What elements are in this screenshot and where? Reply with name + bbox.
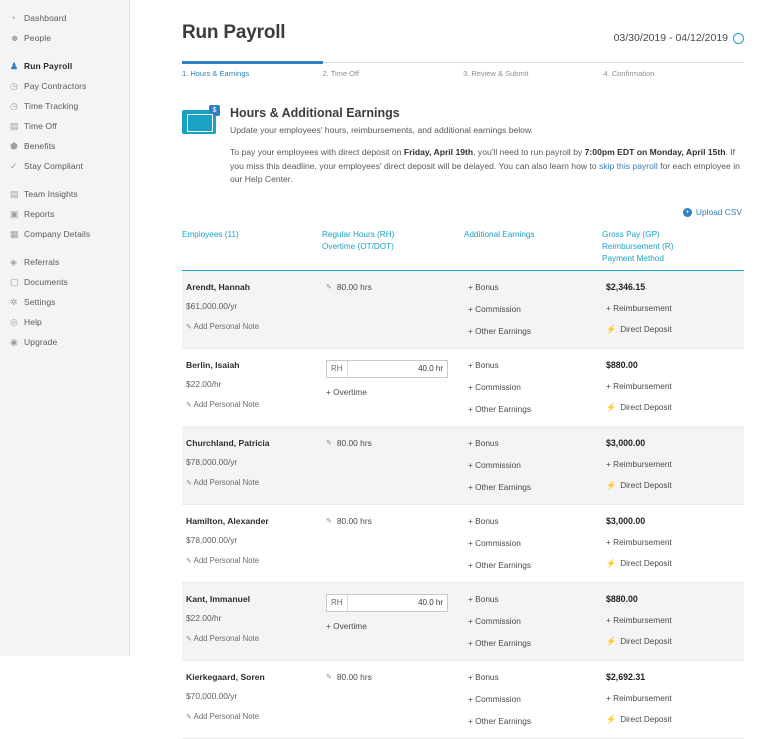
clock-icon: ◷ [10, 80, 18, 91]
table-row [182, 505, 744, 583]
add-personal-note-label: Add Personal Note [193, 399, 260, 409]
add-overtime-link[interactable] [326, 621, 464, 631]
earning-label: Other Earnings [475, 715, 531, 726]
add-personal-note-link[interactable] [186, 712, 322, 721]
sidebar-item-label: Dashboard [24, 13, 67, 23]
sidebar-item-label: Run Payroll [24, 61, 73, 71]
notice-mid: , you'll need to run payroll by [473, 147, 585, 158]
check-icon: ✓ [10, 160, 18, 171]
plus-icon: + [468, 671, 473, 682]
reimbursement-label: Reimbursement [613, 692, 672, 703]
additional-earnings-cell [464, 282, 602, 336]
gear-icon: ✲ [10, 296, 18, 307]
add-reimbursement-link[interactable] [606, 615, 744, 625]
column-header-gross-pay: Gross Pay (GP) [602, 230, 660, 240]
step-4[interactable]: 4. Confirmation [603, 69, 655, 78]
add-commission-link[interactable] [468, 694, 602, 704]
employee-cell [182, 672, 322, 726]
gross-pay-amount: $2,692.31 [606, 671, 646, 682]
plus-icon: + [606, 614, 611, 625]
pencil-icon: ✎ [186, 713, 192, 721]
notice-deadline: 7:00pm EDT on Monday, April 15th [584, 147, 726, 158]
employee-cell [182, 438, 322, 492]
add-overtime-link[interactable] [326, 387, 464, 397]
calendar-icon: ▤ [10, 120, 19, 131]
plus-icon: + [468, 559, 473, 570]
sidebar-item-label: Time Off [24, 121, 57, 131]
column-header-employees: Employees (11) [182, 230, 239, 240]
sidebar-item-dashboard[interactable] [0, 8, 129, 28]
plus-icon: + [606, 380, 611, 391]
pay-period-date-range[interactable] [614, 32, 744, 44]
plus-icon: + [468, 403, 473, 414]
plus-circle-icon: + [683, 208, 692, 217]
arrow-up-icon: ◉ [10, 336, 18, 347]
pencil-icon: ✎ [186, 635, 192, 643]
add-other-earnings-link[interactable] [468, 716, 602, 726]
sidebar-item-label: Company Details [24, 229, 91, 239]
sidebar-item-company-details[interactable] [0, 224, 129, 244]
additional-earnings-cell [464, 672, 602, 726]
regular-hours-tag: RH [331, 598, 343, 608]
sidebar-group-1 [0, 56, 129, 176]
payment-method[interactable] [606, 715, 744, 725]
earning-label: Other Earnings [475, 325, 531, 336]
sidebar-item-upgrade[interactable] [0, 332, 129, 352]
plus-icon: + [468, 515, 473, 526]
plus-icon: + [326, 620, 331, 631]
reimbursement-label: Reimbursement [613, 614, 672, 625]
hours-cell [322, 672, 464, 726]
add-commission-link[interactable] [468, 538, 602, 548]
pencil-icon: ✎ [186, 323, 192, 331]
employee-name: Kant, Immanuel [186, 593, 250, 604]
sidebar-item-reports[interactable] [0, 204, 129, 224]
employee-name: Arendt, Hannah [186, 281, 250, 292]
gross-pay-amount: $880.00 [606, 359, 638, 370]
add-other-earnings-link[interactable] [468, 560, 602, 570]
regular-hours-static[interactable] [326, 672, 464, 682]
lightning-icon: ⚡ [606, 324, 617, 334]
add-personal-note-link[interactable] [186, 400, 322, 409]
add-personal-note-link[interactable] [186, 478, 322, 487]
chart-icon: ▤ [10, 188, 19, 199]
pencil-icon: ✎ [326, 517, 332, 525]
plus-icon: + [468, 693, 473, 704]
earning-label: Commission [475, 303, 521, 314]
table-header-row [182, 229, 744, 271]
page-header [182, 0, 744, 44]
sidebar-item-referrals[interactable] [0, 252, 129, 272]
table-row [182, 583, 744, 661]
add-reimbursement-link[interactable] [606, 537, 744, 547]
plus-icon: + [468, 637, 473, 648]
plus-icon: + [468, 325, 473, 336]
add-bonus-link[interactable] [468, 594, 602, 604]
lightning-icon: ⚡ [606, 558, 617, 568]
additional-earnings-cell [464, 594, 602, 648]
payment-method-label: Direct Deposit [620, 325, 672, 335]
column-header-payment-method: Payment Method [602, 254, 664, 264]
reimbursement-label: Reimbursement [613, 380, 672, 391]
column-header-overtime: Overtime (OT/DOT) [322, 242, 394, 252]
person-icon: ☻ [10, 32, 20, 43]
add-commission-link[interactable] [468, 616, 602, 626]
plus-icon: + [468, 481, 473, 492]
shield-icon: ⬟ [10, 140, 18, 151]
table-row [182, 271, 744, 349]
plus-icon: + [468, 459, 473, 470]
employee-rate: $70,000.00/yr [186, 690, 238, 701]
folder-icon: ▢ [10, 276, 19, 287]
earning-label: Bonus [475, 281, 499, 292]
gross-pay-cell [602, 672, 744, 726]
add-other-earnings-link[interactable] [468, 404, 602, 414]
hours-cell [322, 360, 464, 414]
clock-icon: ◷ [10, 100, 18, 111]
calendar-circle-icon[interactable] [733, 33, 744, 44]
employee-cell [182, 594, 322, 648]
hours-cell [322, 438, 464, 492]
pencil-icon: ✎ [186, 401, 192, 409]
regular-hours-value: 40.0 hr [347, 595, 447, 611]
plus-icon: + [468, 615, 473, 626]
sidebar-item-time-off[interactable] [0, 116, 129, 136]
person-run-icon: ♟ [10, 60, 19, 71]
payment-method-label: Direct Deposit [620, 403, 672, 413]
add-other-earnings-link[interactable] [468, 326, 602, 336]
column-header-additional-earnings: Additional Earnings [464, 230, 535, 240]
earning-label: Bonus [475, 515, 499, 526]
section-subtitle: Update your employees' hours, reimbursements, and additional earnings below. [230, 125, 534, 135]
earning-label: Bonus [475, 671, 499, 682]
plus-icon: + [468, 715, 473, 726]
sidebar-group-2 [0, 184, 129, 244]
plus-icon: + [468, 437, 473, 448]
add-bonus-link[interactable] [468, 516, 602, 526]
add-other-earnings-link[interactable] [468, 638, 602, 648]
question-icon: ◎ [10, 316, 18, 327]
sidebar-item-pay-contractors[interactable] [0, 76, 129, 96]
sidebar-item-label: People [24, 33, 52, 43]
step-2[interactable]: 2. Time Off [322, 69, 360, 78]
sidebar-item-label: Stay Compliant [24, 161, 84, 171]
regular-hours-tag: RH [331, 364, 343, 374]
regular-hours-static[interactable] [326, 516, 464, 526]
hours-cell [322, 516, 464, 570]
sidebar-item-time-tracking[interactable] [0, 96, 129, 116]
lightning-icon: ⚡ [606, 636, 617, 646]
sidebar-item-label: Documents [24, 277, 68, 287]
plus-icon: + [468, 381, 473, 392]
notice-post: . If you miss this deadline, your employees' direct deposit will be delayed. You can also learn how to [230, 147, 736, 171]
sidebar-group-0 [0, 8, 129, 48]
plus-icon: + [468, 359, 473, 370]
add-personal-note-link[interactable] [186, 556, 322, 565]
reimbursement-label: Reimbursement [613, 536, 672, 547]
regular-hours-static[interactable] [326, 282, 464, 292]
gross-pay-cell [602, 594, 744, 648]
gross-pay-amount: $3,000.00 [606, 437, 646, 448]
add-personal-note-label: Add Personal Note [193, 633, 260, 643]
sidebar-item-settings[interactable] [0, 292, 129, 312]
sidebar-item-help[interactable] [0, 312, 129, 332]
pencil-icon: ✎ [326, 673, 332, 681]
employee-rate: $22.00/hr [186, 612, 222, 623]
plus-icon: + [468, 537, 473, 548]
table-row [182, 427, 744, 505]
plus-icon: + [606, 458, 611, 469]
payroll-table [182, 229, 744, 739]
sidebar-item-label: Referrals [24, 257, 60, 267]
payment-method-label: Direct Deposit [620, 481, 672, 491]
payment-method[interactable] [606, 325, 744, 335]
employee-cell [182, 360, 322, 414]
add-bonus-link[interactable] [468, 438, 602, 448]
gross-pay-amount: $880.00 [606, 593, 638, 604]
regular-hours-value: 40.0 hr [347, 361, 447, 377]
reimbursement-label: Reimbursement [613, 458, 672, 469]
hours-cell [322, 282, 464, 336]
gauge-icon: ◔ [10, 12, 16, 23]
pencil-icon: ✎ [186, 479, 192, 487]
table-row [182, 349, 744, 427]
pencil-icon: ✎ [326, 283, 332, 291]
sidebar-item-team-insights[interactable] [0, 184, 129, 204]
employee-name: Berlin, Isaiah [186, 359, 240, 370]
sidebar-item-run-payroll[interactable] [0, 56, 129, 76]
add-bonus-link[interactable] [468, 282, 602, 292]
sidebar-item-benefits[interactable] [0, 136, 129, 156]
table-row [182, 661, 744, 739]
add-bonus-link[interactable] [468, 672, 602, 682]
skip-payroll-link[interactable]: skip this payroll [599, 160, 658, 171]
sidebar [0, 0, 130, 656]
employee-rate: $78,000.00/yr [186, 456, 238, 467]
column-header-gross [602, 229, 744, 265]
employee-cell [182, 282, 322, 336]
gross-pay-amount: $3,000.00 [606, 515, 646, 526]
plus-icon: + [606, 536, 611, 547]
table-body [182, 271, 744, 739]
employee-rate: $22.00/hr [186, 378, 222, 389]
date-range-label: 03/30/2019 - 04/12/2019 [613, 32, 728, 44]
add-bonus-link[interactable] [468, 360, 602, 370]
add-reimbursement-link[interactable] [606, 693, 744, 703]
step-nav [182, 62, 744, 78]
gross-pay-cell [602, 438, 744, 492]
add-reimbursement-link[interactable] [606, 381, 744, 391]
sidebar-item-stay-compliant[interactable] [0, 156, 129, 176]
section-hours-earnings [182, 106, 744, 195]
add-personal-note-label: Add Personal Note [193, 321, 260, 331]
sidebar-item-label: Team Insights [24, 189, 78, 199]
add-reimbursement-link[interactable] [606, 459, 744, 469]
step-3[interactable]: 3. Review & Submit [463, 69, 529, 78]
upload-row [182, 207, 744, 217]
add-other-earnings-link[interactable] [468, 482, 602, 492]
sidebar-item-label: Benefits [24, 141, 56, 151]
earning-label: Commission [475, 615, 521, 626]
earning-label: Other Earnings [475, 559, 531, 570]
payment-method-label: Direct Deposit [620, 559, 672, 569]
section-title: Hours & Additional Earnings [230, 106, 400, 120]
notice-end: for each employee in our Help Center. [230, 160, 740, 184]
regular-hours-value: 80.00 hrs [336, 281, 372, 292]
gross-pay-cell [602, 516, 744, 570]
plus-icon: + [468, 593, 473, 604]
additional-earnings-cell [464, 360, 602, 414]
main-content [130, 0, 768, 726]
gross-pay-cell [602, 282, 744, 336]
payment-method-label: Direct Deposit [620, 637, 672, 647]
employee-name: Hamilton, Alexander [186, 515, 269, 526]
sidebar-group-3 [0, 252, 129, 352]
regular-hours-input[interactable] [326, 360, 448, 378]
additional-earnings-cell [464, 516, 602, 570]
employee-name: Churchland, Patricia [186, 437, 270, 448]
building-icon: ▦ [10, 228, 19, 239]
sidebar-item-label: Settings [24, 297, 56, 307]
overtime-label: Overtime [333, 620, 367, 631]
earning-label: Commission [475, 693, 521, 704]
regular-hours-value: 80.00 hrs [336, 515, 372, 526]
document-icon: ▣ [10, 208, 19, 219]
gross-pay-amount: $2,346.15 [606, 281, 646, 292]
earning-label: Commission [475, 537, 521, 548]
add-commission-link[interactable] [468, 460, 602, 470]
page-title: Run Payroll [182, 22, 286, 43]
dollar-badge-icon: $ [209, 105, 220, 116]
plus-icon: + [606, 692, 611, 703]
add-personal-note-link[interactable] [186, 634, 322, 643]
add-personal-note-label: Add Personal Note [193, 555, 260, 565]
earning-label: Bonus [475, 437, 499, 448]
payment-method[interactable] [606, 481, 744, 491]
earning-label: Other Earnings [475, 481, 531, 492]
notice-date: Friday, April 19th [403, 147, 474, 158]
lightning-icon: ⚡ [606, 714, 617, 724]
payment-method-label: Direct Deposit [620, 715, 672, 725]
upload-csv-button[interactable] [683, 207, 742, 217]
additional-earnings-cell [464, 438, 602, 492]
add-personal-note-label: Add Personal Note [193, 477, 260, 487]
upload-csv-label: Upload CSV [695, 207, 742, 218]
pencil-icon: ✎ [326, 439, 332, 447]
add-commission-link[interactable] [468, 304, 602, 314]
section-notice [230, 146, 744, 186]
add-personal-note-link[interactable] [186, 322, 322, 331]
sidebar-item-label: Time Tracking [24, 101, 79, 111]
employee-name: Kierkegaard, Soren [186, 671, 265, 682]
payment-method[interactable] [606, 559, 744, 569]
employee-rate: $78,000.00/yr [186, 534, 238, 545]
gift-icon: ◈ [10, 256, 18, 267]
sidebar-item-label: Upgrade [24, 337, 58, 347]
step-1[interactable]: 1. Hours & Earnings [182, 61, 323, 78]
earning-label: Bonus [475, 359, 499, 370]
sidebar-item-label: Help [24, 317, 42, 327]
earning-label: Other Earnings [475, 403, 531, 414]
column-header-hours [322, 229, 464, 265]
pencil-icon: ✎ [186, 557, 192, 565]
regular-hours-value: 80.00 hrs [336, 437, 372, 448]
sidebar-item-label: Reports [24, 209, 55, 219]
employee-rate: $61,000.00/yr [186, 300, 238, 311]
plus-icon: + [326, 386, 331, 397]
lightning-icon: ⚡ [606, 402, 617, 412]
add-reimbursement-link[interactable] [606, 303, 744, 313]
plus-icon: + [606, 302, 611, 313]
sidebar-item-documents[interactable] [0, 272, 129, 292]
add-personal-note-label: Add Personal Note [193, 711, 260, 721]
column-header-reimbursement: Reimbursement (R) [602, 242, 674, 252]
earning-label: Bonus [475, 593, 499, 604]
employee-cell [182, 516, 322, 570]
earning-label: Commission [475, 381, 521, 392]
payment-method[interactable] [606, 403, 744, 413]
add-commission-link[interactable] [468, 382, 602, 392]
regular-hours-static[interactable] [326, 438, 464, 448]
plus-icon: + [468, 281, 473, 292]
earning-label: Other Earnings [475, 637, 531, 648]
plus-icon: + [468, 303, 473, 314]
gross-pay-cell [602, 360, 744, 414]
sidebar-item-people[interactable] [0, 28, 129, 48]
payment-method[interactable] [606, 637, 744, 647]
overtime-label: Overtime [333, 386, 367, 397]
money-card-icon [182, 107, 217, 134]
hours-cell [322, 594, 464, 648]
regular-hours-input[interactable] [326, 594, 448, 612]
column-header-regular-hours: Regular Hours (RH) [322, 230, 395, 240]
notice-pre: To pay your employees with direct deposit on [230, 147, 404, 158]
regular-hours-value: 80.00 hrs [336, 671, 372, 682]
earning-label: Commission [475, 459, 521, 470]
reimbursement-label: Reimbursement [613, 302, 672, 313]
lightning-icon: ⚡ [606, 480, 617, 490]
sidebar-item-label: Pay Contractors [24, 81, 87, 91]
